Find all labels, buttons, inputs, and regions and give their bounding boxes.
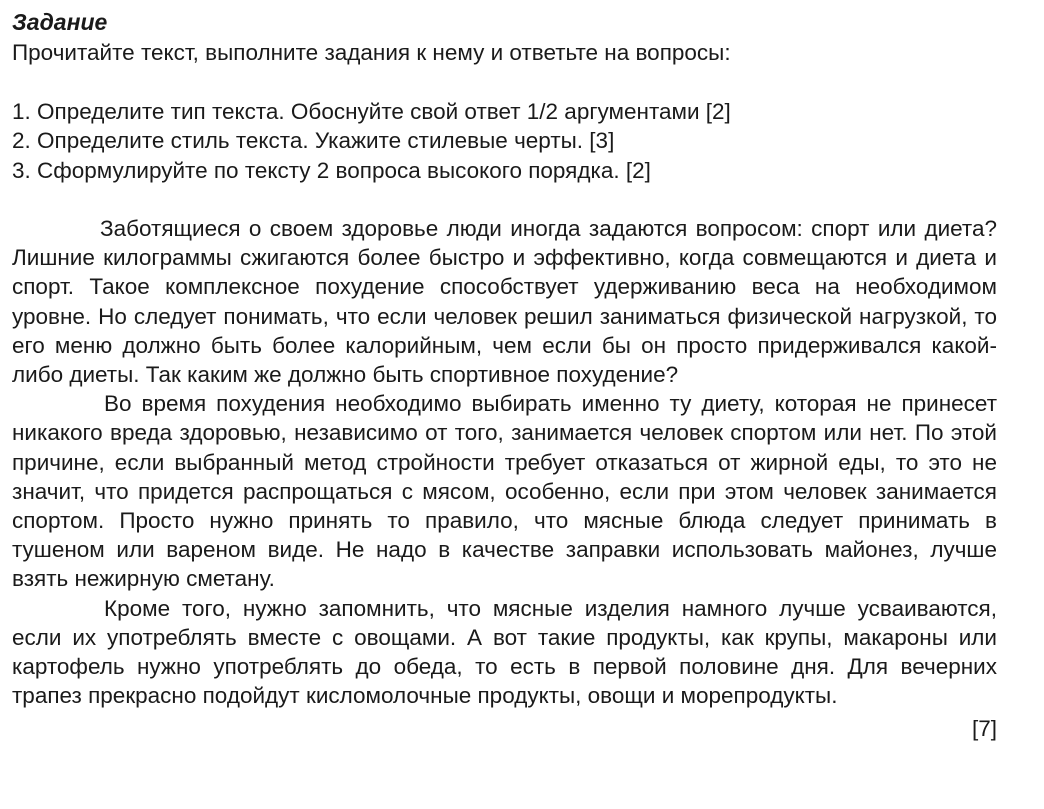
task-item-3: 3. Сформулируйте по тексту 2 вопроса высокого порядка. [2] (12, 157, 651, 183)
task-heading: Задание (12, 9, 108, 35)
spacer (12, 68, 997, 97)
document-page (12, 6, 997, 743)
text-paragraph-2: Во время похудения необходимо выбирать именно ту диету, которая не принесет никакого вреда здоровью, независимо от того, занимается человек спортом или нет. По этой причине, если выбранный метод стройности требует отказаться от жирной еды, то это не значит, что придется распрощаться с мясом, особенно, если при этом человек занимается спортом. Просто нужно принять то правило, что мясные блюда следует принимать в тушеном или вареном виде. Не надо в качестве заправки использовать майонез, лучше взять нежирную сметану. (12, 391, 997, 592)
text-paragraph-3: Кроме того, нужно запомнить, что мясные изделия намного лучше усваиваются, если их употреблять вместе с овощами. А вот такие продукты, как крупы, макароны или картофель нужно употреблять до обеда, то есть в первой половине дня. Для вечерних трапез прекрасно подойдут кисломолочные продукты, овощи и морепродукты. (12, 595, 997, 709)
task-instruction: Прочитайте текст, выполните задания к нему и ответьте на вопросы: (12, 40, 731, 65)
text-paragraph-1: Заботящиеся о своем здоровье люди иногда задаются вопросом: спорт или диета? Лишние килограммы сжигаются более быстро и эффективно, когда совмещаются и диета и спорт. Такое комплексное похудение способствует удерживанию веса на необходимом уровне. Но следует понимать, что если человек решил заниматься физической нагрузкой, то его меню должно быть более калорийным, чем если бы он просто придерживался какой-либо диеты. Так каким же должно быть спортивное похудение? (12, 216, 997, 388)
spacer (12, 185, 997, 214)
task-item-2: 2. Определите стиль текста. Укажите стилевые черты. [3] (12, 128, 615, 153)
task-item-1: 1. Определите тип текста. Обоснуйте свой ответ 1/2 аргументами [2] (12, 98, 731, 124)
total-score: [7] (971, 716, 997, 742)
